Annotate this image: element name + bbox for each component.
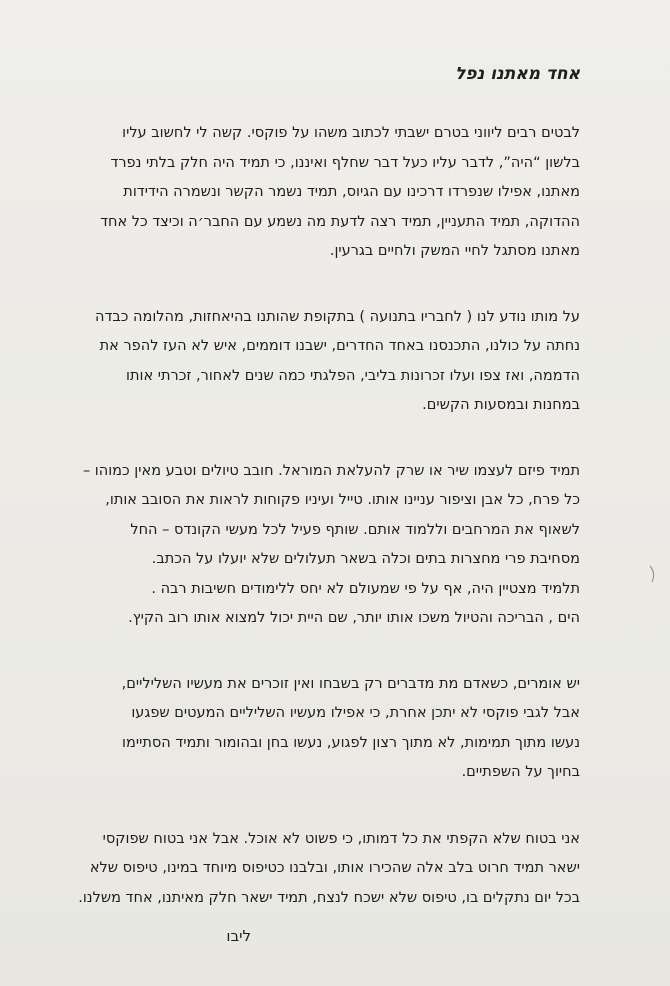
text-line: בכל יום נתקלים בו, טיפוס שלא ישכח לנצח, תמיד ישאר חלק מאיתנו, אחד משלנו. (78, 889, 580, 906)
text-line: על מותו נודע לנו ( לחבריו בתנועה ) בתקופת שהותנו בהיאחזות, מהלומה כבדה (94, 308, 580, 325)
text-line: יש אומרים, כשאדם מת מדברים רק בשבחו ואין זוכרים את מעשיו השליליים, (121, 675, 580, 692)
text-line: ההדוקה, תמיד התעניין, תמיד רצה לדעת מה נשמע עם החבר׳ה וכיצד כל אחד (100, 213, 580, 230)
paragraph-2 (60, 303, 580, 421)
text-line: מאתנו, אפילו שנפרדו דרכינו עם הגיוס, תמיד נשמר הקשר ונשמרה הידידות (123, 184, 580, 200)
text-line: מאתנו מסתגל לחיי המשק ולחיים בגרעין. (329, 243, 580, 259)
author-signature: ליבו (226, 927, 251, 945)
paragraph-1 (60, 119, 580, 267)
text-line: הים , הבריכה והטיול משכו אותו יותר, שם היית יכול למצוא אותו רוב הקיץ. (128, 610, 580, 626)
text-line: תמיד פיזם לעצמו שיר או שרק להעלאת המוראל. חובב טיולים וטבע מאין כמוהו – (82, 462, 580, 479)
document-body (60, 119, 580, 913)
text-line: בחיוך על השפתיים. (461, 764, 580, 780)
paper-edge-mark (648, 565, 658, 583)
text-line: בלשון “היה”, לדבר עליו כעל דבר שחלף ואיננו, כי תמיד היה חלק בלתי נפרד (110, 154, 580, 171)
text-line: אבל לגבי פוקסי לא יתכן אחרת, כי אפילו מעשיו השליליים המעטים שפגעו (131, 705, 580, 721)
text-line: כל פרח, כל אבן וציפור עניינו אותו. טייל ועיניו פקוחות לראות את הסובב אותו, (105, 492, 580, 508)
text-line: לבטים רבים ליווני בטרם ישבתי לכתוב משהו על פוקסי. קשה לי לחשוב עליו (122, 125, 580, 141)
paragraph-4 (60, 670, 580, 788)
text-line: נעשו מתוך תמימות, לא מתוך רצון לפגוע, נעשו בחן ובהומור ותמיד הסתיימו (122, 734, 580, 751)
text-line: נחתה על כולנו, התכנסנו באחד החדרים, ישבנו דוממים, איש לא העז להפר את (99, 338, 580, 354)
document-title: אחד מאתנו נפל (455, 64, 580, 84)
text-line: במחנות ובמסעות הקשים. (422, 397, 580, 413)
text-line: תלמיד מצטיין היה, אף על פי שמעולם לא יחס ללימודים חשיבות רבה . (151, 580, 580, 597)
text-line: מסחיבת פרי מחצרות בתים וכלה בשאר תעלולים שלא יועלו על הכתב. (151, 551, 580, 567)
paragraph-5 (60, 825, 580, 914)
paragraph-3 (60, 457, 580, 634)
text-line: ישאר תמיד חרוט בלב אלה שהכירו אותו, ובלבנו כטיפוס מיוחד במינו, טיפוס שלא (89, 860, 580, 876)
text-line: לשאוף את המרחבים וללמוד אותם. שותף פעיל לכל מעשי הקונדס – החל (130, 521, 580, 538)
text-line: הדממה, ואז צפו ועלו זכרונות בליבי, הפלגתי כמה שנים לאחור, זכרתי אותו (126, 367, 580, 384)
text-line: אני בטוח שלא הקפתי את כל דמותו, כי פשוט לא אוכל. אבל אני בטוח שפוקסי (102, 830, 580, 847)
